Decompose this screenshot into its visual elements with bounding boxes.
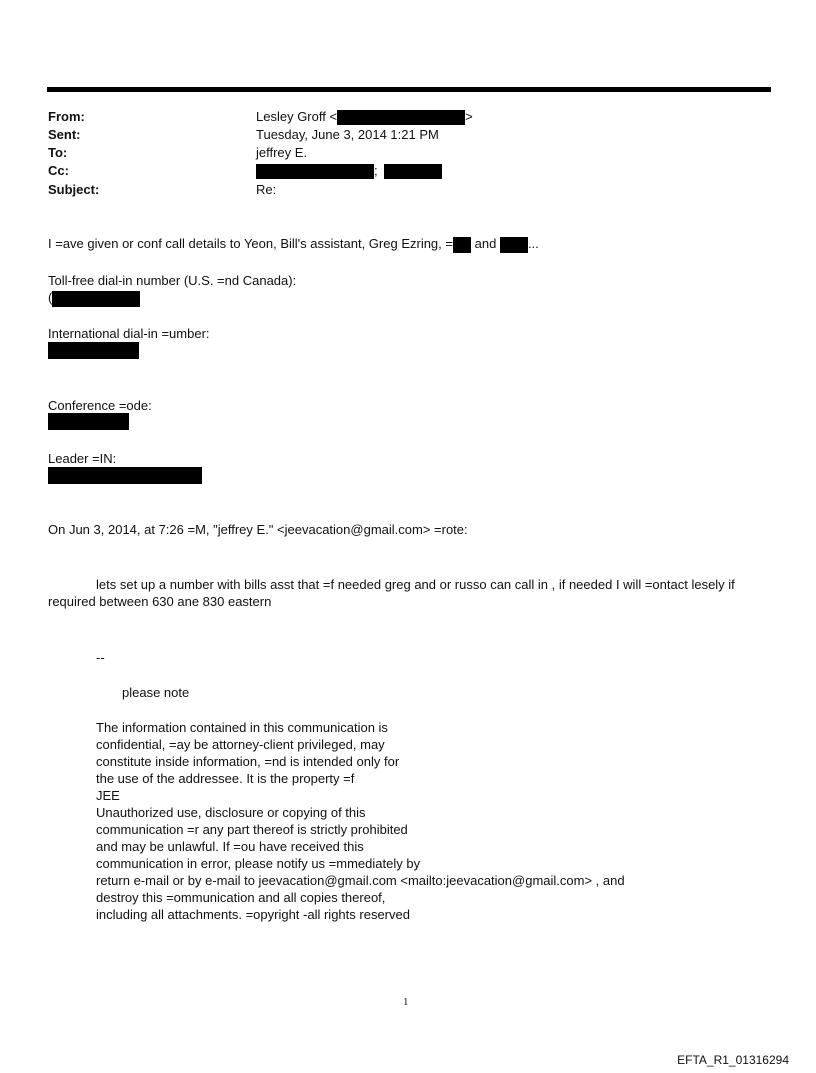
redaction-intro-2 bbox=[500, 237, 528, 253]
header-rule bbox=[47, 87, 771, 92]
from-label: From: bbox=[48, 109, 85, 124]
subject-value: Re: bbox=[256, 182, 277, 197]
tollfree-value bbox=[48, 289, 140, 307]
to-value[interactable]: jeffrey E. bbox=[256, 145, 308, 160]
disclaimer-line: communication =r any part thereof is strictly prohibited bbox=[96, 822, 408, 837]
from-value bbox=[256, 108, 473, 125]
leader-label: Leader =IN: bbox=[48, 451, 117, 466]
subject-label: Subject: bbox=[48, 182, 100, 197]
tollfree-paren: ( bbox=[48, 290, 53, 305]
redaction-tollfree bbox=[52, 291, 140, 307]
intro-ellipsis: ... bbox=[527, 236, 539, 251]
intro-text: I =ave given or conf call details to Yeon, Bill's assistant, Greg Ezring, = bbox=[48, 236, 453, 251]
cc-value bbox=[256, 162, 442, 179]
redaction-conference bbox=[48, 413, 129, 430]
disclaimer-line: return e-mail or by e-mail to jeevacation@gmail.com <mailto:jeevacation@gmail.com> , and bbox=[96, 873, 625, 888]
cc-label: Cc: bbox=[48, 163, 69, 178]
conference-label: Conference =ode: bbox=[48, 398, 152, 413]
redaction-from-email bbox=[337, 110, 465, 125]
cc-separator: ; bbox=[374, 163, 378, 178]
tollfree-label: Toll-free dial-in number (U.S. =nd Canada): bbox=[48, 273, 297, 288]
sent-value: Tuesday, June 3, 2014 1:21 PM bbox=[256, 127, 439, 142]
disclaimer-line: and may be unlawful. If =ou have received this bbox=[96, 839, 364, 854]
quote-line-1: lets set up a number with bills asst that =f needed greg and or russo can call in , if needed I will =ontact lesely if bbox=[96, 577, 735, 592]
sent-label: Sent: bbox=[48, 127, 81, 142]
redaction-intro-1 bbox=[453, 237, 471, 253]
intro-and: and bbox=[474, 236, 497, 251]
redaction-cc-1 bbox=[256, 164, 374, 179]
document-id: EFTA_R1_01316294 bbox=[677, 1053, 789, 1067]
from-close: > bbox=[465, 109, 473, 124]
disclaimer-line: including all attachments. =opyright -all rights reserved bbox=[96, 907, 410, 922]
from-name: Lesley Groff < bbox=[256, 109, 338, 124]
disclaimer-line: Unauthorized use, disclosure or copying of this bbox=[96, 805, 366, 820]
please-note: please note bbox=[122, 685, 190, 700]
intro-line bbox=[48, 235, 539, 253]
disclaimer-line: confidential, =ay be attorney-client privileged, may bbox=[96, 737, 385, 752]
disclaimer-line: constitute inside information, =nd is intended only for bbox=[96, 754, 400, 769]
disclaimer-line: The information contained in this communication is bbox=[96, 720, 388, 735]
signature-dashes: -- bbox=[96, 650, 105, 665]
disclaimer-line: JEE bbox=[96, 788, 120, 803]
page-number: 1 bbox=[403, 996, 409, 1008]
redaction-cc-2 bbox=[384, 164, 442, 179]
disclaimer-line: communication in error, please notify us =mmediately by bbox=[96, 856, 421, 871]
disclaimer-block bbox=[96, 719, 746, 923]
intl-label: International dial-in =umber: bbox=[48, 326, 210, 341]
redaction-intl bbox=[48, 342, 139, 359]
redaction-leader bbox=[48, 467, 202, 484]
disclaimer-line: destroy this =ommunication and all copies thereof, bbox=[96, 890, 386, 905]
to-label: To: bbox=[48, 145, 68, 160]
quote-line-2: required between 630 ane 830 eastern bbox=[48, 594, 272, 609]
quote-header: On Jun 3, 2014, at 7:26 =M, "jeffrey E." <jeevacation@gmail.com> =rote: bbox=[48, 522, 468, 537]
disclaimer-line: the use of the addressee. It is the property =f bbox=[96, 771, 355, 786]
